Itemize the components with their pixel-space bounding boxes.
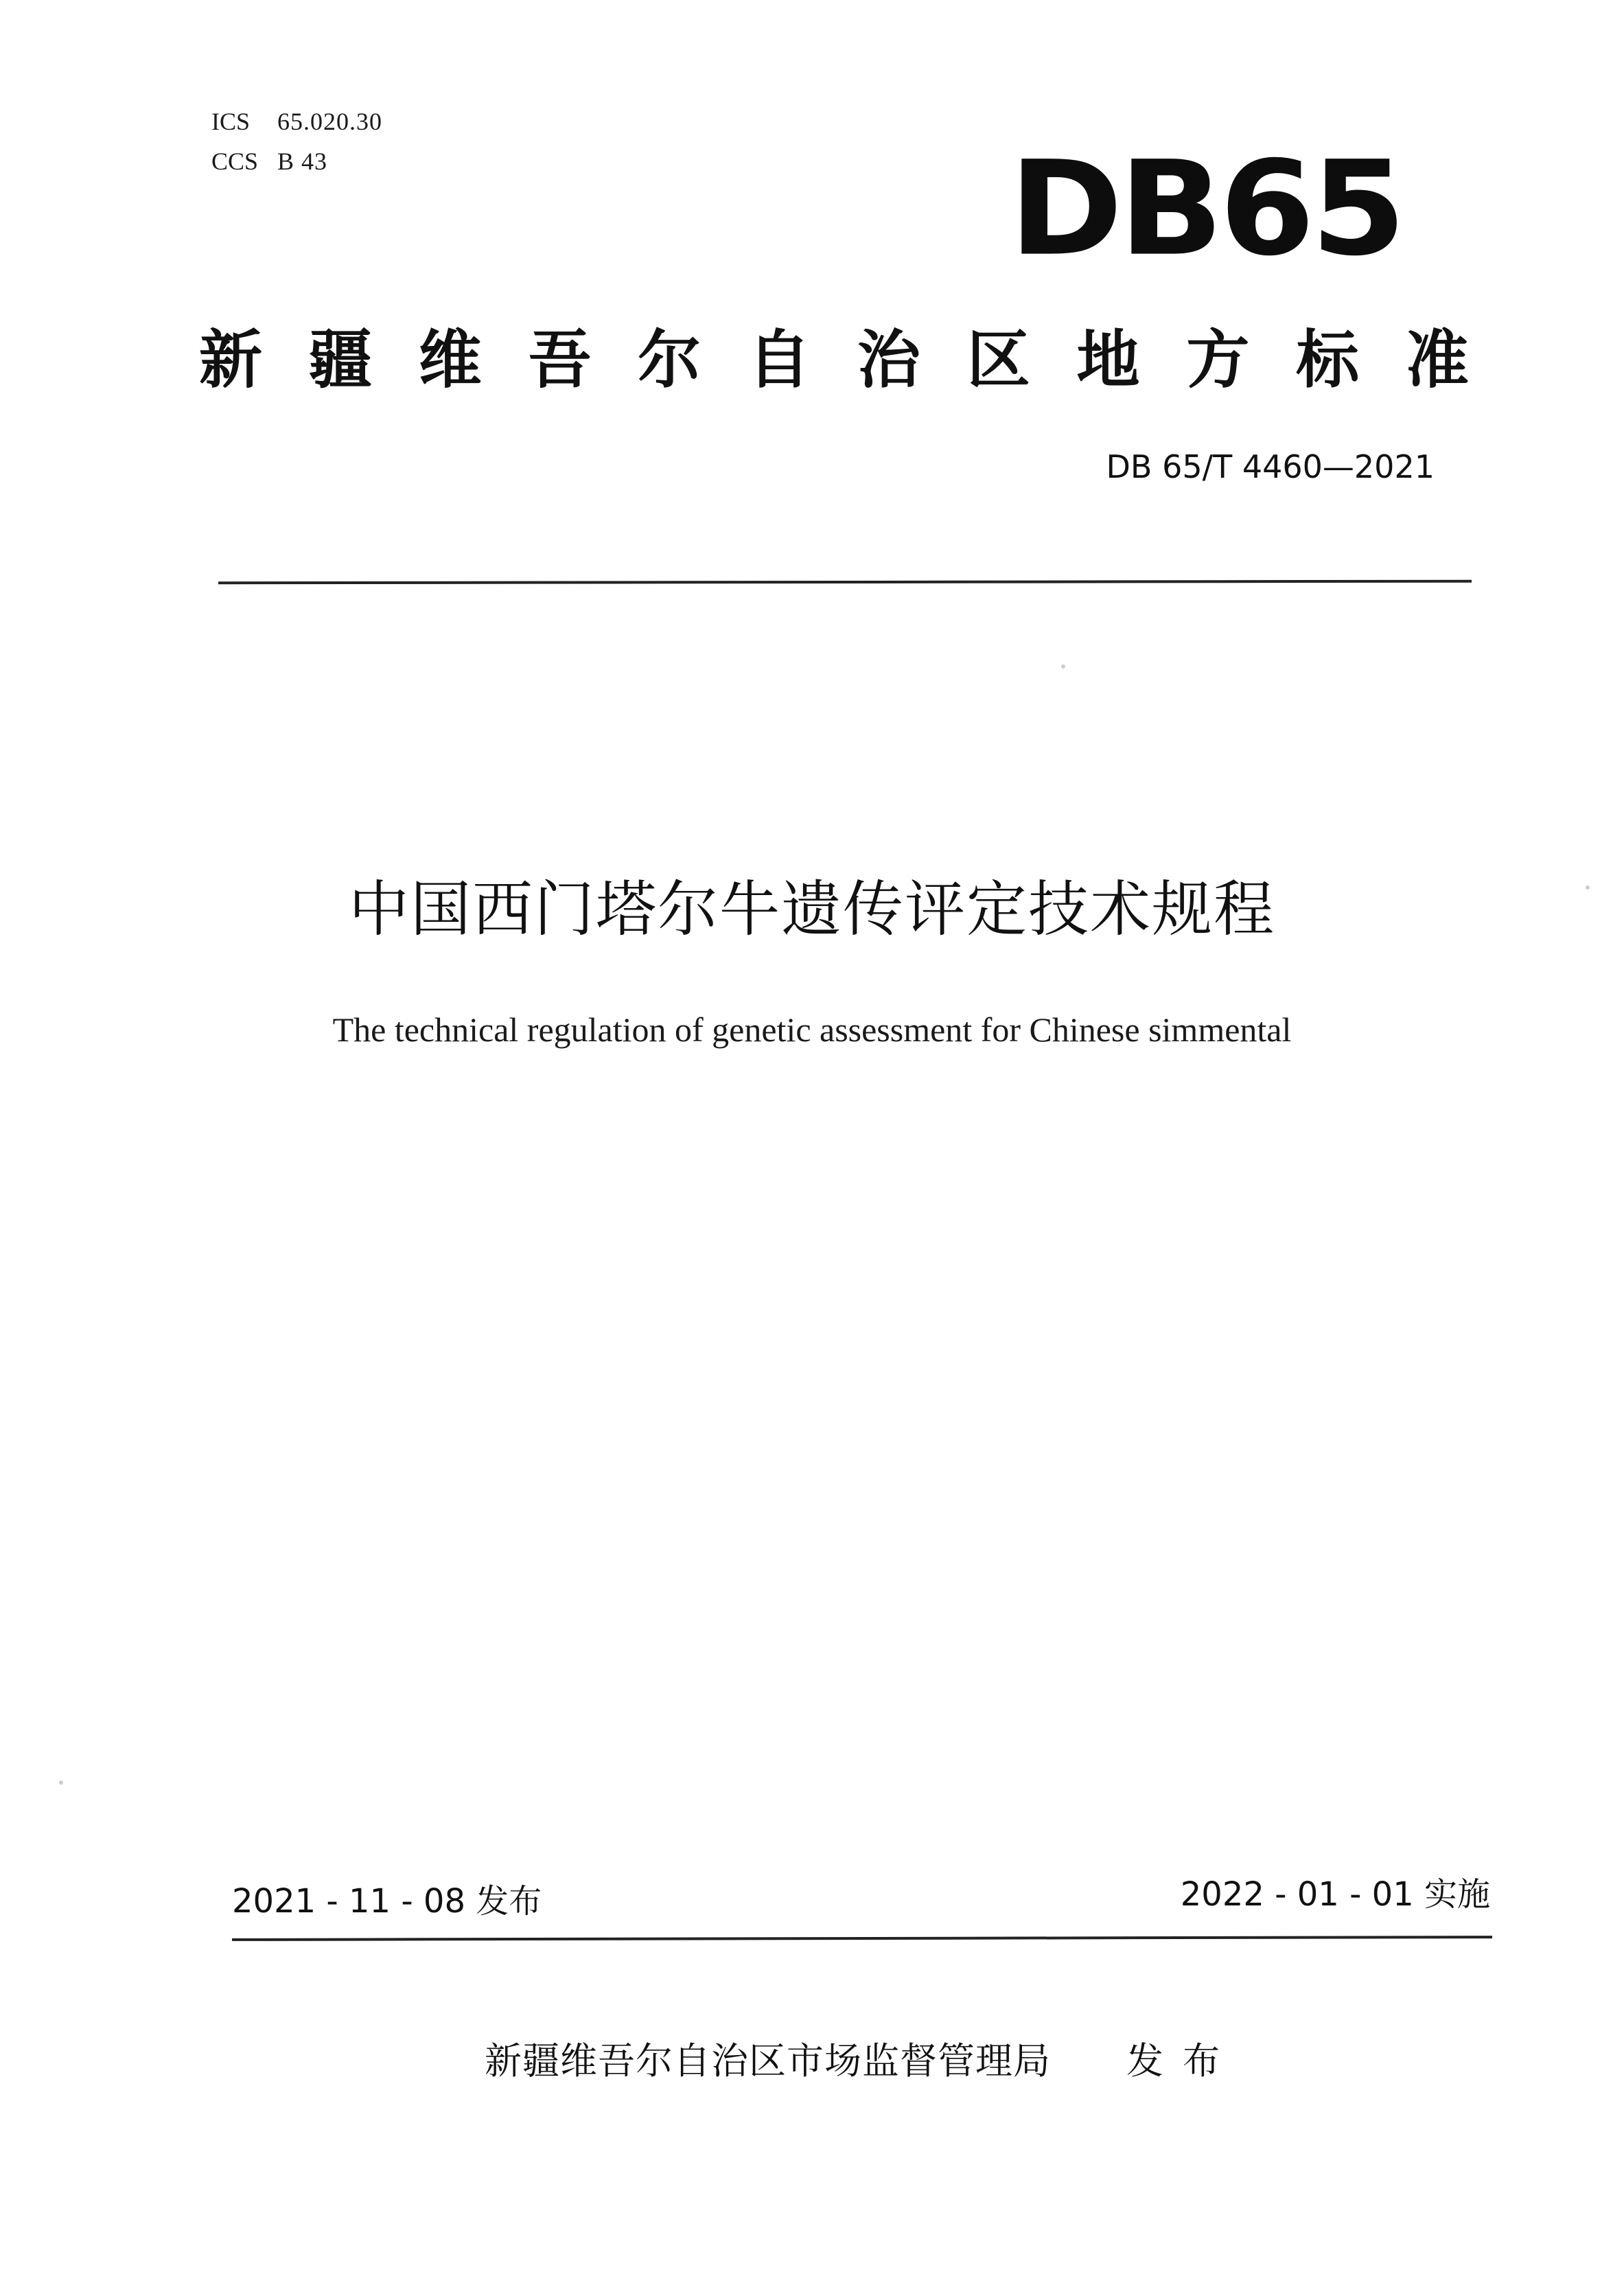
- effective-date: 2022 - 01 - 01 实施: [1180, 1875, 1490, 1914]
- ics-label: ICS: [211, 108, 251, 135]
- classification-codes: [211, 102, 382, 181]
- publisher-action: 发布: [1126, 2039, 1239, 2083]
- standard-category-char: 维: [418, 323, 482, 397]
- standard-category-heading: [199, 323, 1469, 398]
- document-title-english: The technical regulation of genetic assessment for Chinese simmental: [332, 1010, 1292, 1049]
- standard-category-char: 方: [1186, 323, 1250, 397]
- standard-number: DB 65/T 4460—2021: [1106, 448, 1435, 485]
- publisher-name: 新疆维吾尔自治区市场监督管理局: [485, 2039, 1051, 2083]
- ccs-code: B 43: [277, 148, 328, 175]
- ccs-row: [211, 141, 382, 181]
- footer-divider: [232, 1936, 1492, 1941]
- ics-code: 65.020.30: [277, 108, 382, 135]
- standard-category-char: 疆: [308, 323, 372, 397]
- issue-date: 2021 - 11 - 08 发布: [232, 1882, 542, 1921]
- publisher-line: [485, 2037, 1239, 2085]
- ics-row: [211, 102, 382, 141]
- ccs-label: CCS: [211, 148, 259, 175]
- scan-speck: [59, 1781, 63, 1785]
- standard-category-char: 尔: [638, 323, 701, 397]
- standard-category-char: 治: [857, 323, 920, 397]
- standard-category-char: 地: [1076, 323, 1140, 397]
- standard-category-char: 标: [1296, 323, 1360, 397]
- document-title-chinese: 中国西门塔尔牛遗传评定技术规程: [348, 874, 1275, 944]
- standard-category-char: 区: [966, 323, 1030, 397]
- standard-mark-logo: DB65: [1009, 132, 1402, 286]
- standard-category-char: 准: [1405, 323, 1469, 397]
- scan-speck: [1061, 664, 1065, 669]
- standard-category-char: 新: [199, 323, 263, 397]
- standard-category-char: 吾: [528, 323, 592, 397]
- scan-speck: [1586, 885, 1590, 890]
- standard-category-char: 自: [747, 323, 811, 397]
- header-divider: [218, 580, 1472, 585]
